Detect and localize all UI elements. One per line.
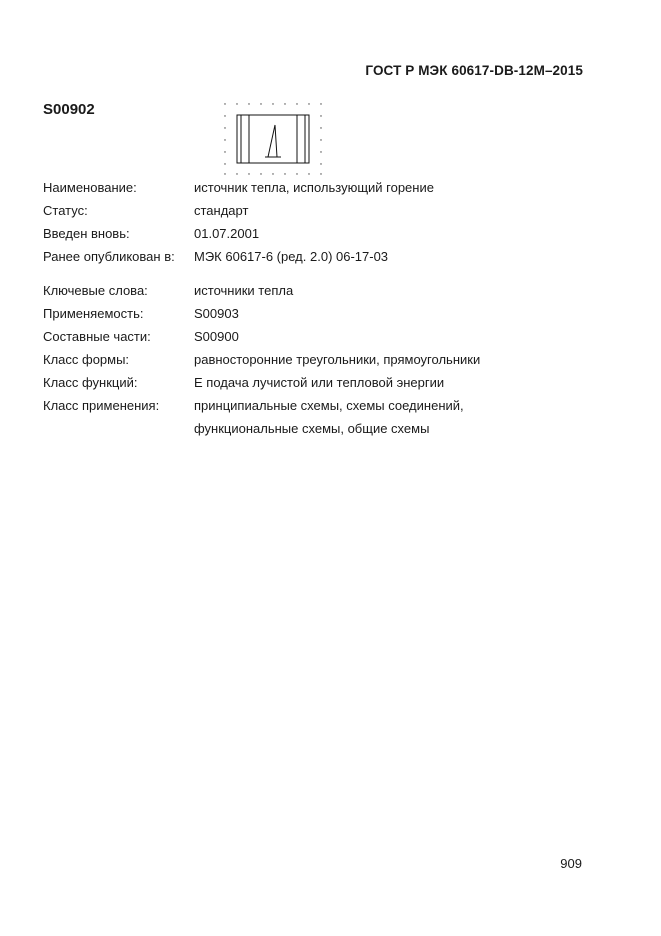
property-label: Класс функций: xyxy=(43,375,138,390)
page-number: 909 xyxy=(560,856,582,871)
grid-dots xyxy=(224,103,321,174)
property-row-function-class xyxy=(43,371,603,394)
property-label: Класс применения: xyxy=(43,398,160,413)
property-value: функциональные схемы, общие схемы xyxy=(194,421,430,436)
property-label: Статус: xyxy=(43,203,88,218)
property-value: S00903 xyxy=(194,306,239,321)
property-row-applicability xyxy=(43,302,603,325)
property-label: Класс формы: xyxy=(43,352,130,367)
property-value: S00900 xyxy=(194,329,239,344)
property-row-components xyxy=(43,325,603,348)
heat-source-combustion-symbol-icon xyxy=(221,101,323,177)
property-row-keywords xyxy=(43,279,603,302)
property-value: источник тепла, использующий горение xyxy=(194,180,434,195)
properties-group-1 xyxy=(43,176,603,268)
property-row-shape-class xyxy=(43,348,603,371)
property-value: 01.07.2001 xyxy=(194,226,260,241)
document-header: ГОСТ Р МЭК 60617-DB-12M–2015 xyxy=(365,63,583,78)
property-value: E подача лучистой или тепловой энергии xyxy=(194,375,445,390)
property-value: стандарт xyxy=(194,203,249,218)
property-value: принципиальные схемы, схемы соединений, xyxy=(194,398,464,413)
property-label: Применяемость: xyxy=(43,306,144,321)
property-label: Ранее опубликован в: xyxy=(43,249,175,264)
property-row-status xyxy=(43,199,603,222)
property-value: равносторонние треугольники, прямоугольники xyxy=(194,352,481,367)
property-label: Ключевые слова: xyxy=(43,283,148,298)
property-label: Наименование: xyxy=(43,180,137,195)
property-row-name xyxy=(43,176,603,199)
property-label: Составные части: xyxy=(43,329,151,344)
property-row-previously-published xyxy=(43,245,603,268)
symbol-lines xyxy=(237,115,309,163)
property-row-introduced xyxy=(43,222,603,245)
property-row-application-class-continued xyxy=(43,417,603,440)
property-value: МЭК 60617-6 (ред. 2.0) 06-17-03 xyxy=(194,249,389,264)
property-value: источники тепла xyxy=(194,283,294,298)
symbol-code: S00902 xyxy=(43,101,95,118)
properties-group-2 xyxy=(43,279,603,440)
property-label: Введен вновь: xyxy=(43,226,130,241)
property-row-application-class xyxy=(43,394,603,417)
